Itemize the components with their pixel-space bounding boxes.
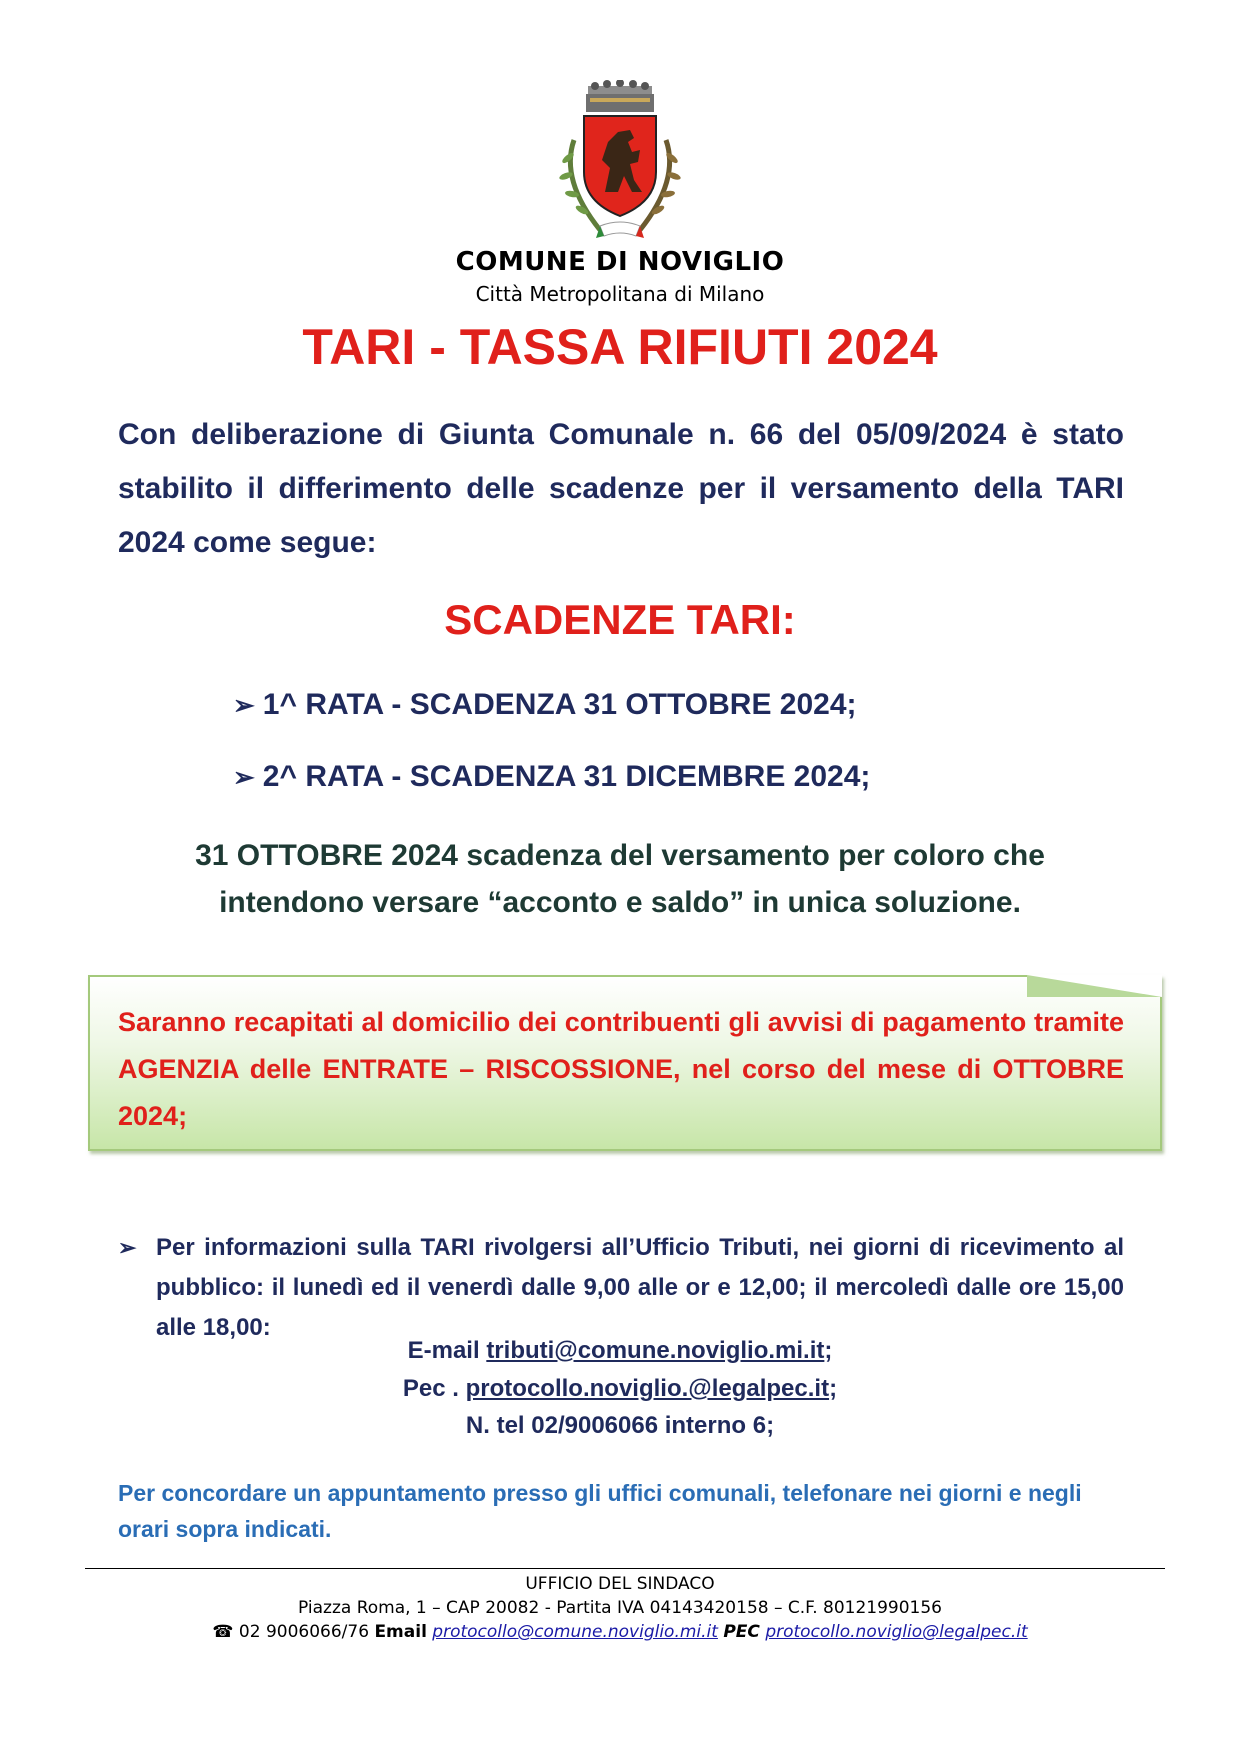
appointment-note: Per concordare un appuntamento presso gli uffici comunali, telefonare nei giorni e negli orari sopra indicati.: [118, 1480, 1082, 1542]
footer-pec-label: PEC: [723, 1622, 760, 1642]
notice-text: Saranno recapitati al domicilio dei contribuenti gli avvisi di pagamento tramite AGENZIA delle ENTRATE – RISCOSSIONE, nel corso del mese di OTTOBRE 2024;: [118, 1007, 1124, 1131]
org-subtitle: Città Metropolitana di Milano: [475, 282, 765, 306]
footer-pec-link[interactable]: protocollo.noviglio@legalpec.it: [765, 1622, 1028, 1642]
deadline-item-text: 1^ RATA - SCADENZA 31 OTTOBRE 2024;: [262, 688, 857, 721]
arrow-bullet-icon: ➢: [233, 690, 255, 720]
org-name: COMUNE DI NOVIGLIO: [455, 247, 785, 277]
footer-contacts: [0, 1622, 1240, 1642]
contact-email: E-mail tributi@comune.noviglio.mi.it;: [407, 1337, 833, 1364]
phone-icon: ☎: [212, 1622, 234, 1642]
single-payment-note: [0, 832, 1240, 926]
notice-box: [88, 975, 1162, 1151]
deadlines-title: SCADENZE TARI:: [444, 596, 796, 643]
footer-address: Piazza Roma, 1 – CAP 20082 - Partita IVA 04143420158 – C.F. 80121990156: [298, 1598, 942, 1618]
contact-pec: Pec . protocollo.noviglio.@legalpec.it;: [402, 1375, 838, 1402]
deadline-item: [233, 760, 870, 794]
pec-label: Pec .: [402, 1375, 459, 1402]
pec-link[interactable]: protocollo.noviglio.@legalpec.it: [465, 1375, 830, 1402]
email-link[interactable]: tributi@comune.noviglio.mi.it: [486, 1337, 825, 1364]
deadline-item: [233, 688, 857, 722]
footer-phone: 02 9006066/76: [238, 1622, 370, 1642]
info-text: Per informazioni sulla TARI rivolgersi all’Ufficio Tributi, nei giorni di ricevimento al pubblico: il lunedì ed il venerdì dalle 9,00 alle or e 12,00; il mercoledì dalle ore 15,00 alle 18,00:: [156, 1234, 1124, 1341]
arrow-bullet-icon: ➢: [233, 762, 255, 792]
email-label: E-mail: [407, 1337, 480, 1364]
deadline-item-text: 2^ RATA - SCADENZA 31 DICEMBRE 2024;: [262, 760, 871, 793]
intro-paragraph: Con deliberazione di Giunta Comunale n. 66 del 05/09/2024 è stato stabilito il differimento delle scadenze per il versamento della TARI 2024 come segue:: [118, 418, 1124, 559]
footer-divider: [85, 1568, 1165, 1569]
notice-fold-corner: [1027, 975, 1162, 997]
arrow-bullet-icon: ➢: [118, 1235, 137, 1260]
crest-logo: [550, 80, 690, 240]
single-payment-text: 31 OTTOBRE 2024 scadenza del versamento per coloro che intendono versare “acconto e saldo” in unica soluzione.: [195, 839, 1045, 919]
footer-email-label: Email: [374, 1622, 427, 1642]
footer-office: UFFICIO DEL SINDACO: [525, 1574, 715, 1594]
footer-email-link[interactable]: protocollo@comune.noviglio.mi.it: [432, 1622, 718, 1642]
page-title: TARI - TASSA RIFIUTI 2024: [302, 319, 938, 375]
info-paragraph: [118, 1228, 1124, 1348]
contact-phone: N. tel 02/9006066 interno 6;: [465, 1412, 775, 1439]
